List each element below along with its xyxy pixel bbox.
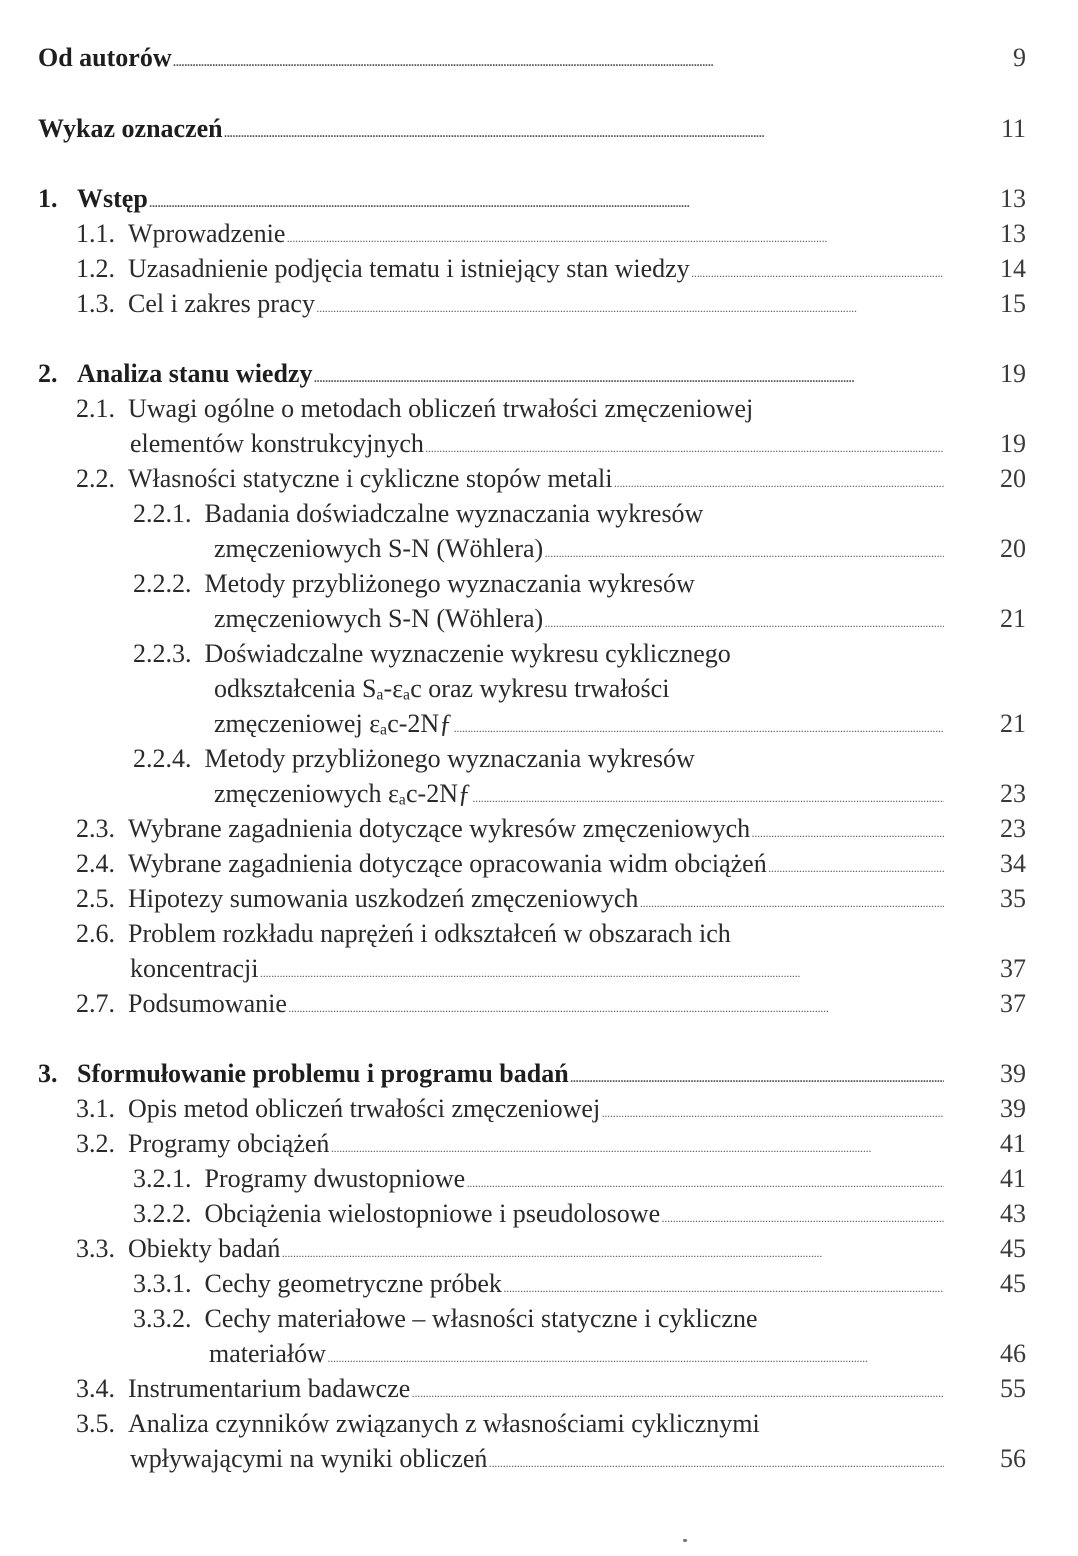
toc-page-number: 20: [1000, 534, 1026, 563]
toc-entry-title: [133, 1196, 944, 1231]
toc-entry-number: 2.4.: [76, 849, 115, 878]
toc-entry-title: [133, 1161, 944, 1196]
toc-entry-number: 2.2.4.: [133, 744, 192, 773]
toc-entry-title: [76, 1231, 944, 1266]
toc-entry-text: Uzasadnienie podjęcia tematu i istniejący stan wiedzy: [128, 254, 690, 283]
toc-entry-number: 3.5.: [76, 1409, 115, 1438]
toc-entry-text: Własności statyczne i cykliczne stopów metali: [128, 464, 613, 493]
toc-entry-text: Sformułowanie problemu i programu badań: [77, 1059, 569, 1088]
toc-entry-number: 2.2.1.: [133, 499, 192, 528]
toc-entry-title: [209, 1336, 944, 1371]
toc-entry: [0, 1441, 1078, 1476]
toc-entry: [0, 1231, 1078, 1266]
toc-entry-text: Uwagi ogólne o metodach obliczeń trwałości zmęczeniowej: [128, 394, 754, 423]
toc-entry-text: Programy obciążeń: [128, 1129, 330, 1158]
toc-entry: [0, 286, 1078, 321]
toc-entry-title: [38, 181, 944, 216]
toc-entry-number: 3.3.: [76, 1234, 115, 1263]
toc-entry-number: 3.4.: [76, 1374, 115, 1403]
toc-entry-title: [76, 391, 1000, 426]
toc-entry-text: Metody przybliżonego wyznaczania wykresów: [204, 569, 695, 598]
toc-entry-number: 3.2.: [76, 1129, 115, 1158]
toc-entry-title: [76, 216, 944, 251]
toc-entry-text: zmęczeniowych S-N (Wöhlera): [214, 604, 544, 633]
toc-entry: [0, 1126, 1078, 1161]
toc-entry-text: Wybrane zagadnienia dotyczące wykresów zmęczeniowych: [128, 814, 751, 843]
toc-entry: [0, 461, 1078, 496]
toc-entry-title: [130, 951, 944, 986]
toc-page-number: 41: [1000, 1164, 1026, 1193]
toc-page-number: 55: [1000, 1374, 1026, 1403]
toc-page-number: 39: [1000, 1059, 1026, 1088]
toc-entry: [0, 846, 1078, 881]
toc-entry: [0, 531, 1078, 566]
toc-entry: [0, 1301, 1078, 1336]
toc-entry-title: [76, 1371, 944, 1406]
toc-page-number: 15: [1000, 289, 1026, 318]
toc-page-number: 13: [1000, 219, 1026, 248]
toc-entry-number: 2.1.: [76, 394, 115, 423]
toc-entry-number: 1.: [38, 184, 58, 213]
toc-entry-text: Metody przybliżonego wyznaczania wykresów: [204, 744, 695, 773]
toc-entry-text: Hipotezy sumowania uszkodzeń zmęczeniowych: [128, 884, 639, 913]
toc-entry-text: Wykaz oznaczeń: [38, 114, 223, 143]
toc-entry: [0, 1371, 1078, 1406]
toc-entry-text: odkształcenia Sₐ-εₐc oraz wykresu trwałości: [214, 674, 670, 703]
toc-entry-number: 2.5.: [76, 884, 115, 913]
toc-page-number: 45: [1000, 1269, 1026, 1298]
toc-entry-title: [214, 776, 944, 811]
toc-entry: [0, 1266, 1078, 1301]
toc-entry-number: 3.3.2.: [133, 1304, 192, 1333]
toc-entry: [0, 951, 1078, 986]
toc-entry-title: [214, 706, 944, 741]
toc-entry: [0, 986, 1078, 1021]
toc-entry-number: 2.: [38, 359, 58, 388]
toc-page-number: 41: [1000, 1129, 1026, 1158]
toc-entry-title: [133, 636, 1000, 671]
toc-entry-text: Doświadczalne wyznaczenie wykresu cyklicznego: [204, 639, 731, 668]
toc-entry-text: koncentracji: [130, 954, 259, 983]
toc-entry-title: [76, 986, 944, 1021]
toc-entry-number: 2.2.2.: [133, 569, 192, 598]
toc-entry-number: 3.3.1.: [133, 1269, 192, 1298]
toc-entry: [0, 881, 1078, 916]
toc-chapter: [0, 111, 1078, 146]
toc-entry-title: [133, 566, 1000, 601]
toc-page-number: 23: [1000, 779, 1026, 808]
toc-entry: [0, 636, 1078, 671]
toc-entry-text: Analiza czynników związanych z własnościami cyklicznymi: [128, 1409, 760, 1438]
toc-entry-number: 3.: [38, 1059, 58, 1088]
toc-entry-text: Programy dwustopniowe: [204, 1164, 466, 1193]
toc-entry-number: 1.1.: [76, 219, 115, 248]
toc-entry-number: 2.6.: [76, 919, 115, 948]
toc-entry-title: [76, 916, 1000, 951]
toc-page-number: 37: [1000, 989, 1026, 1018]
toc-entry: [0, 776, 1078, 811]
toc-entry-title: [76, 286, 944, 321]
toc-entry-text: zmęczeniowej εₐc-2Nƒ: [214, 709, 453, 738]
toc-page-number: 14: [1000, 254, 1026, 283]
toc-entry: [0, 216, 1078, 251]
toc-entry-text: Wybrane zagadnienia dotyczące opracowania widm obciążeń: [128, 849, 767, 878]
toc-entry-text: Wstęp: [77, 184, 148, 213]
toc-entry-text: Cel i zakres pracy: [128, 289, 315, 318]
toc-page-number: 39: [1000, 1094, 1026, 1123]
toc-page-number: 43: [1000, 1199, 1026, 1228]
toc-entry-title: [76, 251, 944, 286]
toc-entry: [0, 251, 1078, 286]
toc-page-number: 46: [1000, 1339, 1026, 1368]
toc-chapter: [0, 356, 1078, 391]
toc-entry-number: 3.2.2.: [133, 1199, 192, 1228]
toc-entry: [0, 426, 1078, 461]
toc-entry-title: [133, 496, 1000, 531]
toc-entry-text: Badania doświadczalne wyznaczania wykresów: [204, 499, 704, 528]
toc-entry-number: 3.1.: [76, 1094, 115, 1123]
toc-chapter: [0, 1056, 1078, 1091]
toc-entry-number: 2.7.: [76, 989, 115, 1018]
toc-entry-title: [76, 881, 944, 916]
toc-entry: [0, 1406, 1078, 1441]
toc-entry-text: Cechy geometryczne próbek: [204, 1269, 502, 1298]
toc-entry-title: [76, 846, 944, 881]
toc-entry-text: Instrumentarium badawcze: [128, 1374, 411, 1403]
toc-entry: [0, 566, 1078, 601]
toc-entry-title: [76, 811, 944, 846]
toc-entry-title: [38, 40, 944, 75]
toc-entry-text: Problem rozkładu naprężeń i odkształceń w obszarach ich: [128, 919, 731, 948]
toc-entry-title: [38, 356, 944, 391]
toc-entry-number: 1.2.: [76, 254, 115, 283]
toc-entry-title: [76, 1406, 1000, 1441]
toc-entry-title: [76, 461, 944, 496]
toc-entry: [0, 1161, 1078, 1196]
toc-entry-text: Obciążenia wielostopniowe i pseudolosowe: [204, 1199, 661, 1228]
toc-page-number: 9: [1013, 43, 1026, 72]
toc-entry-text: elementów konstrukcyjnych: [130, 429, 424, 458]
toc-entry-text: Podsumowanie: [128, 989, 287, 1018]
toc-entry: [0, 1336, 1078, 1371]
toc-entry-number: 1.3.: [76, 289, 115, 318]
toc-entry-text: Opis metod obliczeń trwałości zmęczeniowej: [128, 1094, 601, 1123]
toc-entry-title: [130, 1441, 944, 1476]
toc-page-number: 23: [1000, 814, 1026, 843]
toc-page-number: 56: [1000, 1444, 1026, 1473]
toc-entry-text: Obiekty badań: [128, 1234, 281, 1263]
toc-entry: [0, 391, 1078, 426]
toc-entry-title: [214, 601, 944, 636]
toc-entry-number: 2.2.: [76, 464, 115, 493]
toc-entry-title: [133, 741, 1000, 776]
toc-entry-number: 3.2.1.: [133, 1164, 192, 1193]
toc-entry: [0, 811, 1078, 846]
toc-entry-text: materiałów: [209, 1339, 326, 1368]
toc-entry: [0, 601, 1078, 636]
toc-entry-text: Analiza stanu wiedzy: [77, 359, 313, 388]
toc-entry-text: zmęczeniowych εₐc-2Nƒ: [214, 779, 471, 808]
toc-page-number: 34: [1000, 849, 1026, 878]
toc-entry-text: Wprowadzenie: [128, 219, 286, 248]
toc-entry-title: [76, 1091, 944, 1126]
toc-entry-title: [130, 426, 944, 461]
toc-entry: [0, 706, 1078, 741]
toc-chapter: [0, 40, 1078, 75]
toc-entry-text: zmęczeniowych S-N (Wöhlera): [214, 534, 544, 563]
toc-entry-title: [38, 111, 944, 146]
toc-entry-title: [214, 531, 944, 566]
toc-entry-title: [214, 671, 1000, 706]
toc-entry: [0, 741, 1078, 776]
toc-entry-title: [133, 1266, 944, 1301]
toc-page-number: 37: [1000, 954, 1026, 983]
toc-page-number: 21: [1000, 604, 1026, 633]
toc-entry: [0, 496, 1078, 531]
toc-entry: [0, 1196, 1078, 1231]
toc-chapter: [0, 181, 1078, 216]
toc-page-number: 45: [1000, 1234, 1026, 1263]
toc-entry: [0, 1091, 1078, 1126]
toc-entry-title: [38, 1056, 944, 1091]
toc-entry-text: Cechy materiałowe – własności statyczne i cykliczne: [204, 1304, 758, 1333]
toc-entry-text: Od autorów: [38, 43, 172, 72]
toc-entry: [0, 916, 1078, 951]
toc-page-number: 13: [1000, 184, 1026, 213]
toc-page-number: 19: [1000, 359, 1026, 388]
toc-page-number: 11: [1000, 114, 1026, 143]
toc-entry-title: [133, 1301, 1000, 1336]
stray-dot-mark: [683, 1539, 687, 1542]
toc-entry-number: 2.2.3.: [133, 639, 192, 668]
toc-entry-title: [76, 1126, 944, 1161]
toc-page-number: 20: [1000, 464, 1026, 493]
toc-entry: [0, 671, 1078, 706]
toc-page-number: 19: [1000, 429, 1026, 458]
toc-page-number: 35: [1000, 884, 1026, 913]
toc-page-number: 21: [1000, 709, 1026, 738]
toc-entry-text: wpływającymi na wyniki obliczeń: [130, 1444, 488, 1473]
toc-entry-number: 2.3.: [76, 814, 115, 843]
